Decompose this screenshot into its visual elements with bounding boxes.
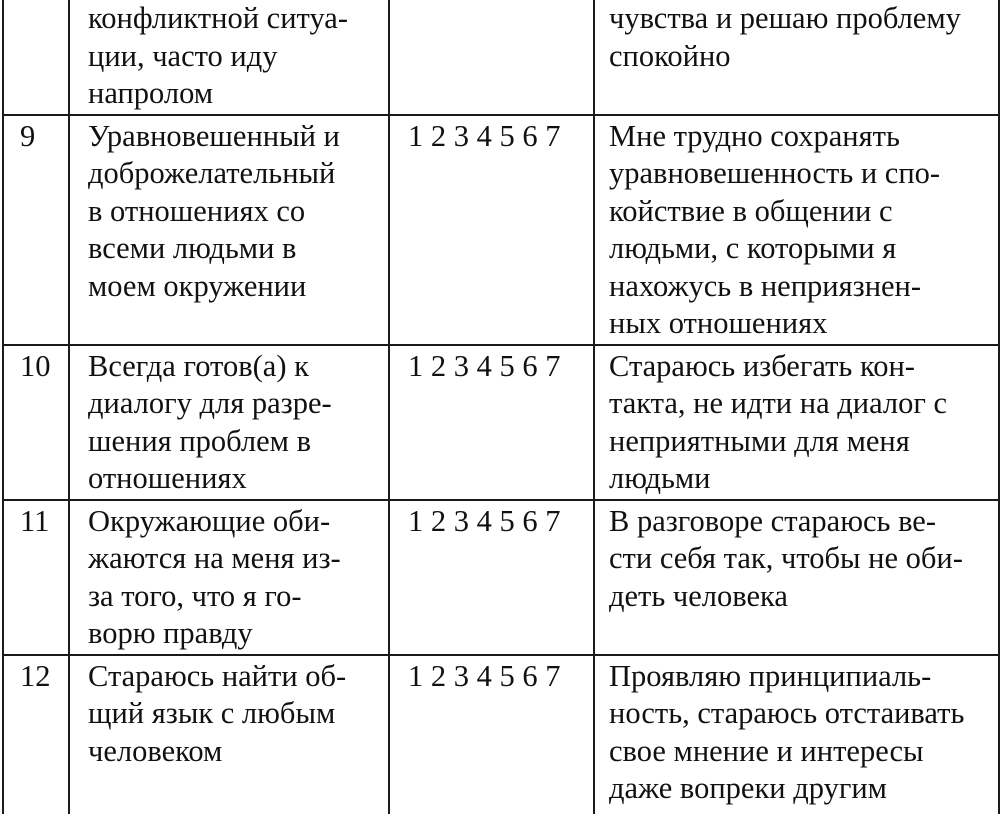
item-number [3, 0, 69, 115]
right-statement: Стараюсь избегать кон- такта, не идти на диалог с неприятными для меня людьми [594, 345, 999, 500]
right-statement: чувства и решаю проблему спокойно [594, 0, 999, 115]
rating-scale [389, 0, 594, 115]
table-row-12 [3, 655, 999, 814]
item-number: 9 [3, 115, 69, 345]
item-number: 10 [3, 345, 69, 500]
left-statement: Стараюсь найти об- щий язык с любым человеком [69, 655, 389, 814]
rating-scale: 1 2 3 4 5 6 7 [389, 655, 594, 814]
item-number: 11 [3, 500, 69, 655]
table-row-9 [3, 115, 999, 345]
rating-scale: 1 2 3 4 5 6 7 [389, 115, 594, 345]
left-statement: Уравновешенный и доброжелательный в отношениях со всеми людьми в моем окружении [69, 115, 389, 345]
rating-scale: 1 2 3 4 5 6 7 [389, 500, 594, 655]
table-row-11 [3, 500, 999, 655]
left-statement: конфликтной ситуа- ции, часто иду напролом [69, 0, 389, 115]
item-number: 12 [3, 655, 69, 814]
questionnaire-table [2, 0, 1000, 814]
left-statement: Всегда готов(а) к диалогу для разре- шения проблем в отношениях [69, 345, 389, 500]
right-statement: Проявляю принципиаль- ность, стараюсь отстаивать свое мнение и интересы даже вопреки другим [594, 655, 999, 814]
left-statement: Окружающие оби- жаются на меня из- за того, что я го- ворю правду [69, 500, 389, 655]
rating-scale: 1 2 3 4 5 6 7 [389, 345, 594, 500]
right-statement: Мне трудно сохранять уравновешенность и спо- койствие в общении с людьми, с которыми я нахожусь в неприязнен- ных отношениях [594, 115, 999, 345]
table-row-continued [3, 0, 999, 115]
table-row-10 [3, 345, 999, 500]
right-statement: В разговоре стараюсь ве- сти себя так, чтобы не оби- деть человека [594, 500, 999, 655]
